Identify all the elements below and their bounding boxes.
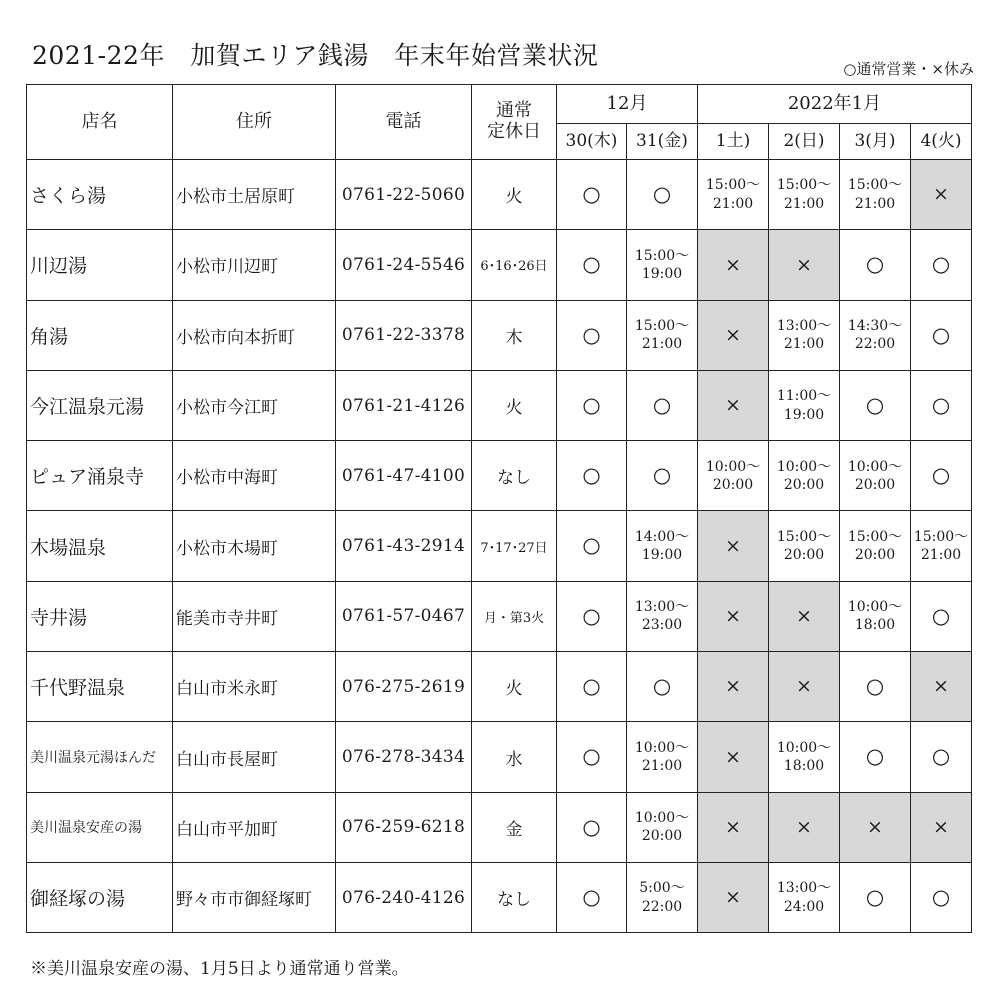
table-row	[27, 370, 972, 440]
closed-mark: ×	[698, 581, 769, 651]
hours-cell: 15:00～ 20:00	[840, 511, 911, 581]
hours-cell: 15:00～ 21:00	[698, 160, 769, 230]
address-cell: 小松市木場町	[173, 511, 336, 581]
open-mark: ○	[557, 441, 627, 511]
closed-mark: ×	[698, 792, 769, 862]
hours-cell: 11:00～ 19:00	[769, 370, 840, 440]
closed-mark: ×	[769, 792, 840, 862]
open-mark: ○	[627, 652, 698, 722]
closed-mark: ×	[698, 300, 769, 370]
holiday-cell: 木	[472, 300, 557, 370]
address-cell: 白山市米永町	[173, 652, 336, 722]
open-mark: ○	[911, 370, 972, 440]
holiday-cell: 6･16･26日	[472, 230, 557, 300]
open-mark: ○	[627, 160, 698, 230]
holiday-cell: 月・第3火	[472, 581, 557, 651]
bathhouse-name: 御経塚の湯	[27, 862, 173, 932]
hours-cell: 10:00～ 20:00	[840, 441, 911, 511]
open-mark: ○	[911, 862, 972, 932]
address-cell: 小松市中海町	[173, 441, 336, 511]
address-cell: 能美市寺井町	[173, 581, 336, 651]
bathhouse-name: 美川温泉元湯ほんだ	[27, 722, 173, 792]
open-mark: ○	[911, 581, 972, 651]
hours-cell: 10:00～ 21:00	[627, 722, 698, 792]
bathhouse-name: 寺井湯	[27, 581, 173, 651]
hours-cell: 15:00～ 21:00	[911, 511, 972, 581]
hours-cell: 15:00～ 19:00	[627, 230, 698, 300]
hours-cell: 10:00～ 20:00	[698, 441, 769, 511]
open-mark: ○	[840, 230, 911, 300]
open-mark: ○	[557, 862, 627, 932]
address-cell: 小松市向本折町	[173, 300, 336, 370]
table-row	[27, 792, 972, 862]
hours-cell: 15:00～ 21:00	[769, 160, 840, 230]
header-address: 住所	[173, 85, 336, 160]
closed-mark: ×	[698, 722, 769, 792]
holiday-cell: 火	[472, 652, 557, 722]
header-phone: 電話	[336, 85, 472, 160]
bathhouse-name: 美川温泉安産の湯	[27, 792, 173, 862]
closed-mark: ×	[698, 862, 769, 932]
page-title: 2021-22年 加賀エリア銭湯 年末年始営業状況	[32, 41, 599, 70]
phone-cell: 076-240-4126	[336, 862, 472, 932]
open-mark: ○	[840, 652, 911, 722]
hours-cell: 10:00～ 18:00	[769, 722, 840, 792]
phone-cell: 0761-21-4126	[336, 370, 472, 440]
open-mark: ○	[840, 862, 911, 932]
bathhouse-name: ピュア涌泉寺	[27, 441, 173, 511]
table-row	[27, 722, 972, 792]
bathhouse-name: 川辺湯	[27, 230, 173, 300]
address-cell: 小松市川辺町	[173, 230, 336, 300]
bathhouse-name: さくら湯	[27, 160, 173, 230]
hours-cell: 15:00～ 20:00	[769, 511, 840, 581]
open-mark: ○	[840, 722, 911, 792]
open-mark: ○	[557, 511, 627, 581]
address-cell: 小松市土居原町	[173, 160, 336, 230]
phone-cell: 0761-43-2914	[336, 511, 472, 581]
phone-cell: 076-275-2619	[336, 652, 472, 722]
hours-cell: 10:00～ 20:00	[627, 792, 698, 862]
open-mark: ○	[911, 300, 972, 370]
phone-cell: 076-259-6218	[336, 792, 472, 862]
open-mark: ○	[557, 581, 627, 651]
header-december: 12月	[557, 85, 698, 124]
holiday-cell: 火	[472, 370, 557, 440]
header-holiday: 通常 定休日	[472, 85, 557, 160]
open-mark: ○	[911, 722, 972, 792]
closed-mark: ×	[698, 230, 769, 300]
bathhouse-name: 角湯	[27, 300, 173, 370]
closed-mark: ×	[769, 230, 840, 300]
open-mark: ○	[557, 792, 627, 862]
bathhouse-name: 今江温泉元湯	[27, 370, 173, 440]
address-cell: 白山市平加町	[173, 792, 336, 862]
open-mark: ○	[557, 370, 627, 440]
hours-cell: 13:00～ 24:00	[769, 862, 840, 932]
address-cell: 白山市長屋町	[173, 722, 336, 792]
hours-cell: 13:00～ 21:00	[769, 300, 840, 370]
hours-cell: 14:00～ 19:00	[627, 511, 698, 581]
open-mark: ○	[911, 230, 972, 300]
closed-mark: ×	[840, 792, 911, 862]
hours-cell: 14:30～ 22:00	[840, 300, 911, 370]
open-mark: ○	[557, 300, 627, 370]
table-row	[27, 511, 972, 581]
hours-cell: 10:00～ 18:00	[840, 581, 911, 651]
table-row	[27, 230, 972, 300]
closed-mark: ×	[911, 792, 972, 862]
footnote: ※美川温泉安産の湯、1月5日より通常通り営業。	[30, 959, 409, 979]
closed-mark: ×	[698, 652, 769, 722]
hours-cell: 15:00～ 21:00	[840, 160, 911, 230]
open-mark: ○	[911, 441, 972, 511]
phone-cell: 076-278-3434	[336, 722, 472, 792]
table-row	[27, 581, 972, 651]
holiday-cell: 火	[472, 160, 557, 230]
phone-cell: 0761-22-3378	[336, 300, 472, 370]
header-january: 2022年1月	[698, 85, 972, 124]
address-cell: 野々市市御経塚町	[173, 862, 336, 932]
phone-cell: 0761-24-5546	[336, 230, 472, 300]
holiday-cell: 7･17･27日	[472, 511, 557, 581]
address-cell: 小松市今江町	[173, 370, 336, 440]
closed-mark: ×	[698, 511, 769, 581]
phone-cell: 0761-47-4100	[336, 441, 472, 511]
header-name: 店名	[27, 85, 173, 160]
bathhouse-name: 千代野温泉	[27, 652, 173, 722]
table-row	[27, 652, 972, 722]
closed-mark: ×	[911, 160, 972, 230]
header-day: 4(火)	[911, 124, 972, 160]
hours-cell: 15:00～ 21:00	[627, 300, 698, 370]
hours-cell: 13:00～ 23:00	[627, 581, 698, 651]
bathhouse-name: 木場温泉	[27, 511, 173, 581]
open-mark: ○	[557, 652, 627, 722]
holiday-cell: 金	[472, 792, 557, 862]
open-mark: ○	[627, 441, 698, 511]
header-day: 2(日)	[769, 124, 840, 160]
table-row	[27, 160, 972, 230]
header-day: 30(木)	[557, 124, 627, 160]
holiday-cell: なし	[472, 862, 557, 932]
closed-mark: ×	[698, 370, 769, 440]
header-day: 1土)	[698, 124, 769, 160]
closed-mark: ×	[769, 581, 840, 651]
open-mark: ○	[557, 230, 627, 300]
header-day: 3(月)	[840, 124, 911, 160]
open-mark: ○	[557, 160, 627, 230]
legend: ○通常営業・×休み	[843, 60, 974, 78]
open-mark: ○	[557, 722, 627, 792]
table-row	[27, 862, 972, 932]
schedule-table	[26, 84, 972, 933]
hours-cell: 5:00～ 22:00	[627, 862, 698, 932]
holiday-cell: 水	[472, 722, 557, 792]
open-mark: ○	[627, 370, 698, 440]
holiday-cell: なし	[472, 441, 557, 511]
closed-mark: ×	[911, 652, 972, 722]
phone-cell: 0761-22-5060	[336, 160, 472, 230]
table-row	[27, 300, 972, 370]
phone-cell: 0761-57-0467	[336, 581, 472, 651]
closed-mark: ×	[769, 652, 840, 722]
hours-cell: 10:00～ 20:00	[769, 441, 840, 511]
header-day: 31(金)	[627, 124, 698, 160]
open-mark: ○	[840, 370, 911, 440]
table-row	[27, 441, 972, 511]
